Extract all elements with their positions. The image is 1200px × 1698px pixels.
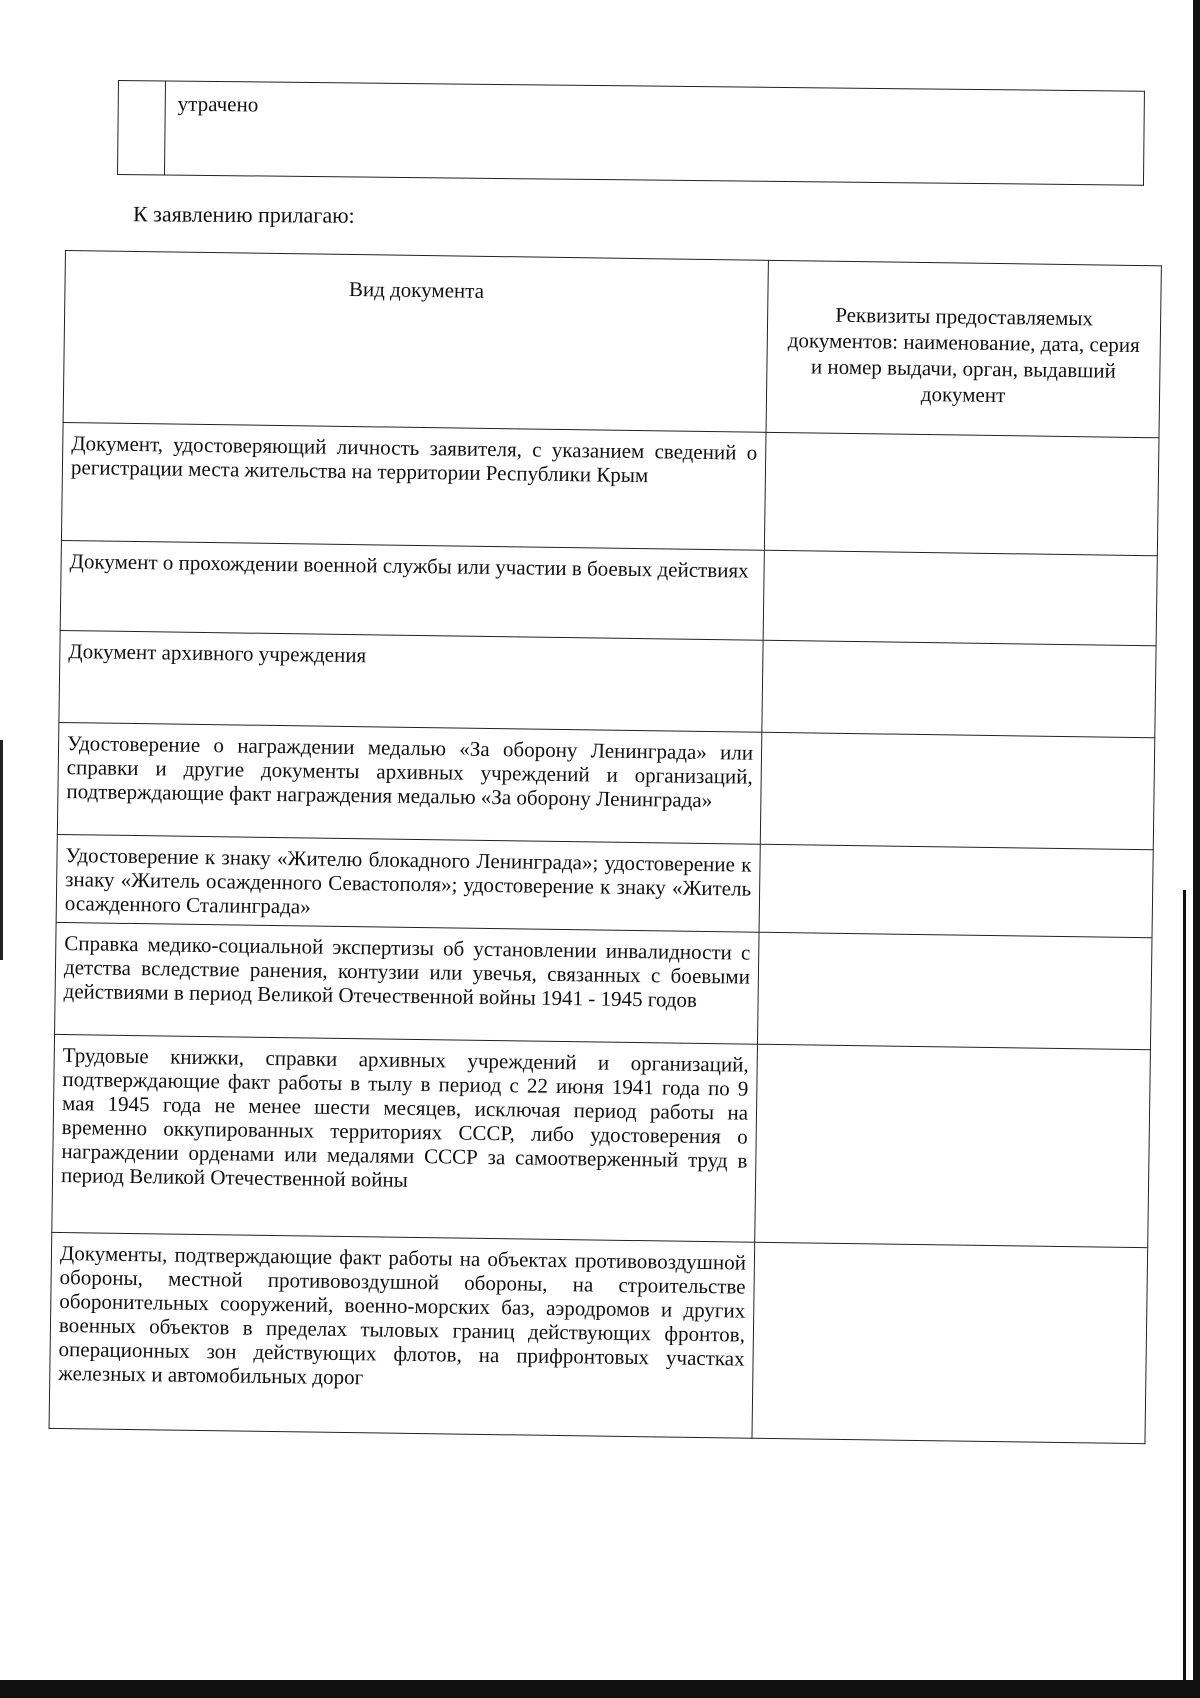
requisites-cell[interactable] <box>762 640 1156 737</box>
requisites-cell[interactable] <box>759 844 1153 937</box>
document-kind-cell: Документ о прохождении военной службы или участии в боевых действиях <box>60 540 764 640</box>
scan-edge-bottom <box>0 1680 1200 1698</box>
document-kind-cell: Документы, подтверждающие факт работы на объектах противовоздушной обороны, местной противовоздушной обороны, на строительстве оборонительных сооружений, военно-морских баз, аэродромов и других военных объектов в пределах тыловых границ действующих фронтов, операционных зон действующих флотов, на прифронтовых участках железных и автомобильных дорог <box>49 1232 755 1438</box>
attachments-table-wrap <box>49 250 1140 1444</box>
requisites-cell[interactable] <box>752 1242 1148 1443</box>
table-row <box>118 81 1145 186</box>
requisites-cell[interactable] <box>763 550 1157 645</box>
table-row <box>57 722 1154 849</box>
status-cell: утрачено <box>165 81 1145 185</box>
requisites-cell[interactable] <box>755 1044 1151 1247</box>
table-row <box>61 422 1159 555</box>
header-requisites: Реквизиты предоставляемых документов: наименование, дата, серия и номер выдачи, орган, выдавший документ <box>766 260 1161 437</box>
previous-section-table <box>117 80 1145 186</box>
table-row <box>55 922 1152 1049</box>
table-row <box>49 1232 1148 1443</box>
requisites-cell[interactable] <box>757 932 1152 1049</box>
table-header-row <box>63 251 1161 438</box>
document-kind-cell: Удостоверение к знаку «Жителю блокадного Ленинграда»; удостоверение к знаку «Житель осажденного Севастополя»; удостоверение к знаку «Житель осажденного Сталинграда» <box>56 834 760 932</box>
document-kind-cell: Справка медико-социальной экспертизы об установлении инвалидности с детства вследствие ранения, контузии или увечья, связанных с боевыми действиями в период Великой Отечественной войны 1941 - 1945 годов <box>55 922 759 1044</box>
scan-edge-inner <box>1183 890 1193 1698</box>
table-row <box>60 540 1157 645</box>
scan-edge-left <box>0 740 3 960</box>
document-kind-cell: Документ архивного учреждения <box>59 630 763 732</box>
table-row <box>56 834 1153 937</box>
row-number-cell <box>118 81 166 175</box>
attachments-table <box>49 250 1162 1444</box>
document-kind-cell: Документ, удостоверяющий личность заявителя, с указанием сведений о регистрации места жительства на территории Республики Крым <box>61 422 766 550</box>
table-row <box>52 1034 1151 1247</box>
requisites-cell[interactable] <box>760 732 1155 849</box>
header-document-kind: Вид документа <box>63 251 768 433</box>
attachments-intro: К заявлению прилагаю: <box>132 201 355 228</box>
requisites-cell[interactable] <box>764 432 1159 555</box>
table-row <box>59 630 1156 737</box>
document-kind-cell: Удостоверение о награждении медалью «За оборону Ленинграда» или справки и другие документы архивных учреждений и организаций, подтверждающие факт награждения медалью «За оборону Ленинграда» <box>57 722 761 844</box>
document-kind-cell: Трудовые книжки, справки архивных учреждений и организаций, подтверждающие факт работы в тылу в период с 22 июня 1941 года по 9 мая 1945 года не менее шести месяцев, исключая период работы на временно оккупированных территориях СССР, либо удостоверения о награждении орденами или медалями СССР за самоотверженный труд в период Великой Отечественной войны <box>52 1034 758 1242</box>
scan-edge-right <box>1193 0 1200 1698</box>
